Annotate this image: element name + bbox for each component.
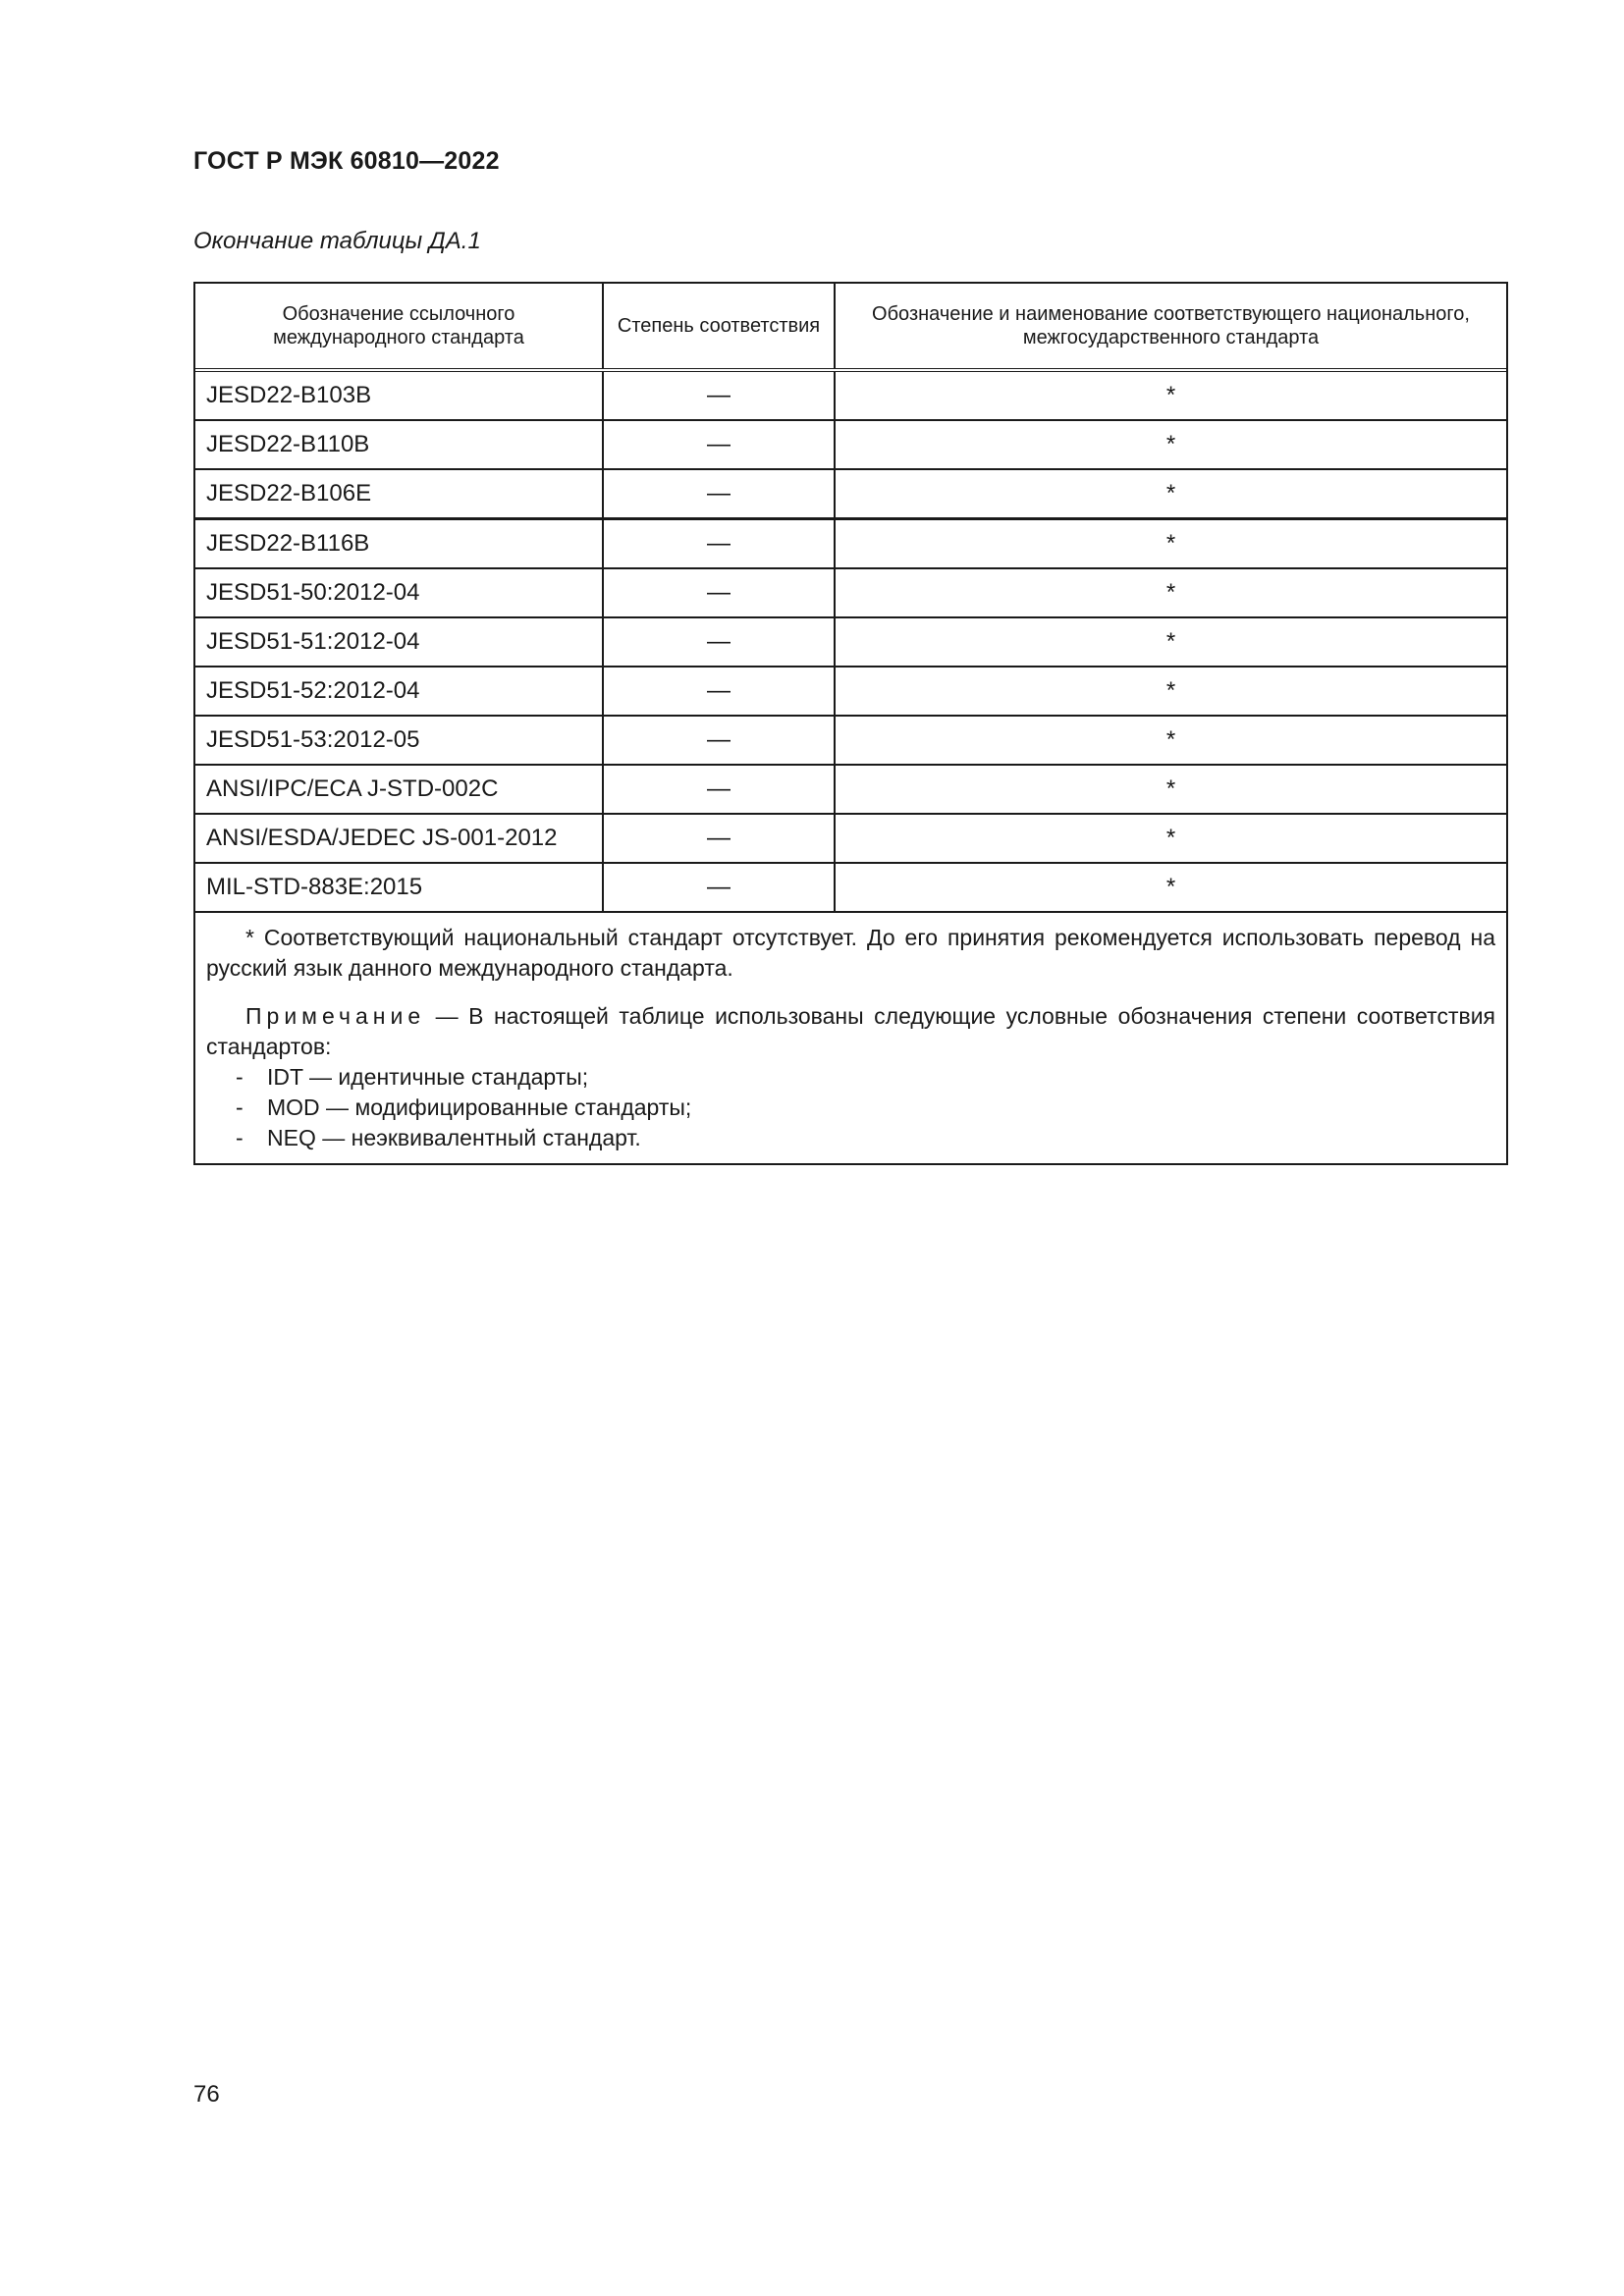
table-footnote: * Соответствующий национальный стандарт отсутствует. До его принятия рекомендуется использовать перевод на русский язык данного международного стандарта. [206,925,1495,981]
national-cell: * [835,370,1506,420]
column-header-degree: Степень соответствия [603,284,835,370]
reference-cell: ANSI/ESDA/JEDEC JS-001-2012 [195,814,603,863]
reference-cell: MIL-STD-883E:2015 [195,863,603,912]
table-row [195,765,1506,814]
reference-cell: JESD22-B106E [195,469,603,519]
degree-cell: — [603,617,835,667]
degree-cell: — [603,863,835,912]
national-cell: * [835,814,1506,863]
page-number: 76 [193,2081,220,2108]
abbreviation-list [206,1062,1495,1153]
reference-cell: JESD22-B110B [195,420,603,469]
reference-table-grid [195,284,1506,913]
degree-cell: — [603,814,835,863]
column-header-national: Обозначение и наименование соответствующего национального, межгосударственного стандарта [835,284,1506,370]
national-cell: * [835,667,1506,716]
degree-cell: — [603,716,835,765]
degree-cell: — [603,370,835,420]
table-row [195,568,1506,617]
table-caption: Окончание таблицы ДА.1 [193,228,481,254]
table-row [195,420,1506,469]
table-row [195,814,1506,863]
degree-cell: — [603,568,835,617]
reference-cell: JESD51-52:2012-04 [195,667,603,716]
table-row [195,667,1506,716]
national-cell: * [835,469,1506,519]
degree-cell: — [603,469,835,519]
list-item [206,1093,1495,1123]
table-row [195,617,1506,667]
list-bullet: - [236,1064,244,1090]
table-row [195,469,1506,519]
national-cell: * [835,863,1506,912]
reference-cell: JESD51-50:2012-04 [195,568,603,617]
reference-cell: JESD51-53:2012-05 [195,716,603,765]
table-notes [195,913,1506,1163]
abbreviation-neq: NEQ — неэквивалентный стандарт. [267,1125,641,1150]
national-cell: * [835,519,1506,569]
table-row [195,716,1506,765]
list-bullet: - [236,1125,244,1150]
reference-cell: JESD51-51:2012-04 [195,617,603,667]
degree-cell: — [603,667,835,716]
national-cell: * [835,568,1506,617]
table-remark [206,1001,1495,1062]
reference-standards-table [193,282,1508,1165]
list-item [206,1062,1495,1093]
table-row [195,519,1506,569]
abbreviation-mod: MOD — модифицированные стандарты; [267,1095,692,1120]
document-standard-code: ГОСТ Р МЭК 60810—2022 [193,147,500,175]
abbreviation-idt: IDT — идентичные стандарты; [267,1064,589,1090]
degree-cell: — [603,765,835,814]
list-item [206,1123,1495,1153]
national-cell: * [835,420,1506,469]
remark-text: — В настоящей таблице использованы следующие условные обозначения степени соответствия стандартов: [206,1003,1495,1059]
remark-label: Примечание [245,1003,426,1029]
table-row [195,863,1506,912]
degree-cell: — [603,420,835,469]
degree-cell: — [603,519,835,569]
national-cell: * [835,617,1506,667]
reference-cell: ANSI/IPC/ECA J-STD-002C [195,765,603,814]
national-cell: * [835,765,1506,814]
list-bullet: - [236,1095,244,1120]
table-row [195,370,1506,420]
reference-cell: JESD22-B116B [195,519,603,569]
reference-cell: JESD22-B103B [195,370,603,420]
column-header-reference: Обозначение ссылочного международного стандарта [195,284,603,370]
national-cell: * [835,716,1506,765]
table-header-row [195,284,1506,370]
